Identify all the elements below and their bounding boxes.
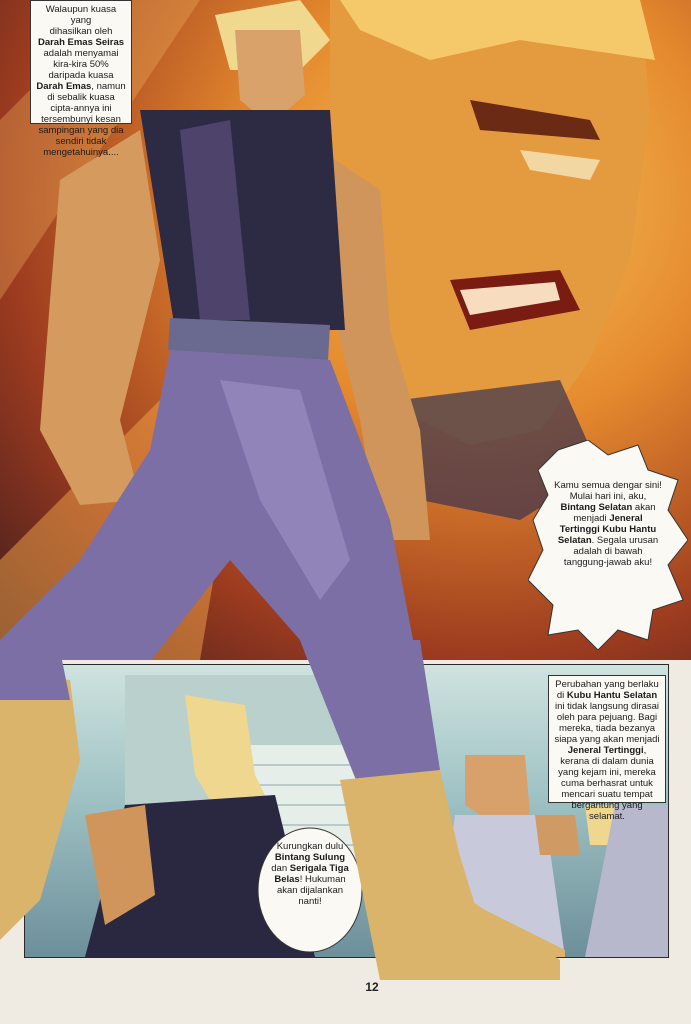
speech-text: dan [271, 863, 290, 874]
narration-bold: Darah Emas [36, 81, 92, 92]
speech-text: ! Hukuman akan dijalankan nanti! [276, 874, 346, 907]
speech-bold: Serigala Tiga Belas [274, 863, 349, 885]
speech-text: Kamu semua dengar sini! Mulai hari ini, aku, [554, 480, 662, 502]
narration-box-top-left [30, 0, 132, 158]
narration-text: Walaupun kuasa yang [45, 4, 117, 26]
narration-text: Perubahan yang berlaku di [555, 679, 659, 701]
narration-text: dihasilkan oleh [49, 26, 113, 37]
crossover-legs [0, 640, 600, 980]
narration-bold: Jeneral Tertinggi [567, 745, 644, 756]
speech-bold: Bintang Sulung [274, 852, 346, 863]
speech-bold: Jeneral Tertinggi Kubu Hantu Selatan [557, 513, 657, 546]
speech-text: Kurungkan dulu [276, 841, 344, 852]
page-number: 12 [365, 980, 379, 994]
narration-bold: Kubu Hantu Selatan [566, 690, 658, 701]
narration-text: ini tidak langsung dirasai oleh para pejuang. Bagi mereka, tiada bezanya siapa yang akan menjadi [554, 701, 660, 745]
narration-text: , namun di sebalik kuasa cipta-annya ini tersembunyi kesan sampingan yang dia sendiri tidak mengetahuinya.... [38, 81, 126, 158]
narration-bold: Darah Emas Seiras [37, 37, 125, 48]
speech-bubble-right [553, 480, 663, 568]
speech-text: akan menjadi [573, 502, 656, 524]
narration-text: , kerana di dalam dunia yang kejam ini, mereka cuma berhasrat untuk mencari suatu tempat bergantung yang selamat. [558, 745, 656, 822]
narration-text: adalah menyamai kira-kira 50% daripada kuasa [43, 48, 119, 81]
speech-text: . Segala urusan adalah di bawah tanggung-jawab aku! [563, 535, 659, 568]
speech-bold: Bintang Selatan [560, 502, 633, 513]
